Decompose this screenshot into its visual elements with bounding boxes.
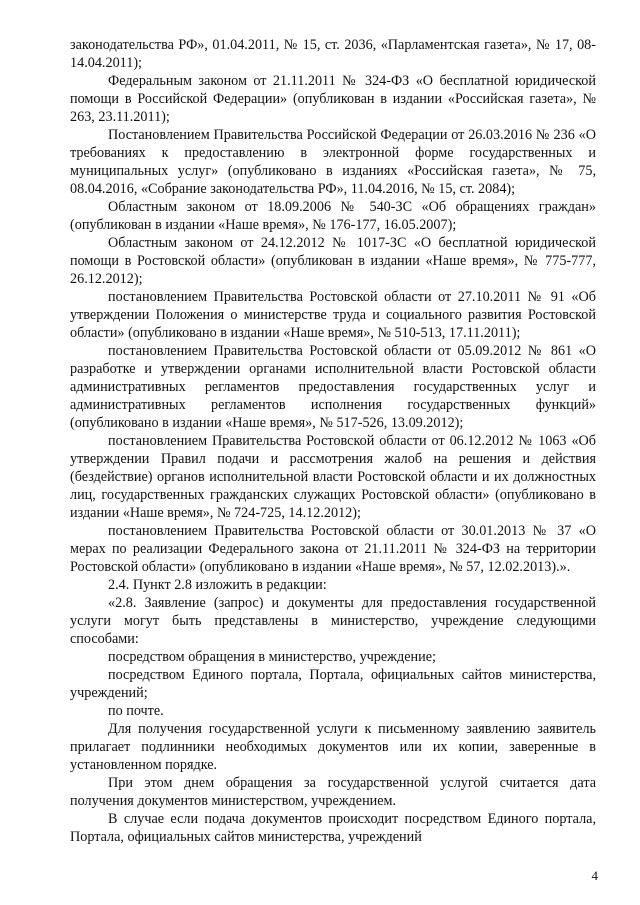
paragraph-7: постановлением Правительства Ростовской области от 05.09.2012 № 861 «О разработке и утверждении органами исполнительной власти Ростовской области административных регламентов предоставления государственных услуг и административных регламентов исполнения государственных функций» (опубликовано в издании «Наше время», № 517-526, 13.09.2012);	[70, 343, 596, 431]
paragraph-6: постановлением Правительства Ростовской области от 27.10.2011 № 91 «Об утверждении Положения о министерстве труда и социального развития Ростовской области» (опубликовано в издании «Наше время», № 510-513, 17.11.2011);	[70, 289, 596, 341]
paragraph-3: Постановлением Правительства Российской Федерации от 26.03.2016 № 236 «О требованиях к предоставлению в электронной форме государственных и муниципальных услуг» (опубликовано в изданиях «Российская газета», № 75, 08.04.2016, «Собрание законодательства РФ», 11.04.2016, № 15, ст. 2084);	[70, 127, 596, 197]
paragraph-15: Для получения государственной услуги к письменному заявлению заявитель прилагает подлинники необходимых документов или их копии, заверенные в установленном порядке.	[70, 721, 596, 773]
page-number: 4	[591, 868, 598, 883]
paragraph-11: «2.8. Заявление (запрос) и документы для предоставления государственной услуги могут быть представлены в министерство, учреждение следующими способами:	[70, 595, 596, 647]
document-page	[70, 36, 596, 846]
paragraph-9: постановлением Правительства Ростовской области от 30.01.2013 № 37 «О мерах по реализации Федерального закона от 21.11.2011 № 324-ФЗ на территории Ростовской области» (опубликовано в издании «Наше время», № 57, 12.02.2013).».	[70, 523, 596, 575]
paragraph-16: При этом днем обращения за государственной услугой считается дата получения документов министерством, учреждением.	[70, 775, 596, 809]
paragraph-4: Областным законом от 18.09.2006 № 540-ЗС «Об обращениях граждан» (опубликован в издании «Наше время», № 176-177, 16.05.2007);	[70, 199, 596, 233]
paragraph-10: 2.4. Пункт 2.8 изложить в редакции:	[108, 577, 327, 593]
paragraph-5: Областным законом от 24.12.2012 № 1017-ЗС «О бесплатной юридической помощи в Ростовской области» (опубликован в издании «Наше время», № 775-777, 26.12.2012);	[70, 235, 596, 287]
paragraph-1: законодательства РФ», 01.04.2011, № 15, ст. 2036, «Парламентская газета», № 17, 08-14.04.2011);	[70, 37, 596, 71]
paragraph-13: посредством Единого портала, Портала, официальных сайтов министерства, учреждений;	[70, 667, 596, 701]
paragraph-14: по почте.	[108, 703, 164, 719]
paragraph-17: В случае если подача документов происходит посредством Единого портала, Портала, официальных сайтов министерства, учреждений	[70, 811, 596, 845]
paragraph-8: постановлением Правительства Ростовской области от 06.12.2012 № 1063 «Об утверждении Правил подачи и рассмотрения жалоб на решения и действия (бездействие) органов исполнительной власти Ростовской области и их должностных лиц, государственных гражданских служащих Ростовской области» (опубликовано в издании «Наше время», № 724-725, 14.12.2012);	[70, 433, 596, 521]
paragraph-12: посредством обращения в министерство, учреждение;	[108, 649, 436, 665]
paragraph-2: Федеральным законом от 21.11.2011 № 324-ФЗ «О бесплатной юридической помощи в Российской Федерации» (опубликован в издании «Российская газета», № 263, 23.11.2011);	[70, 73, 596, 125]
